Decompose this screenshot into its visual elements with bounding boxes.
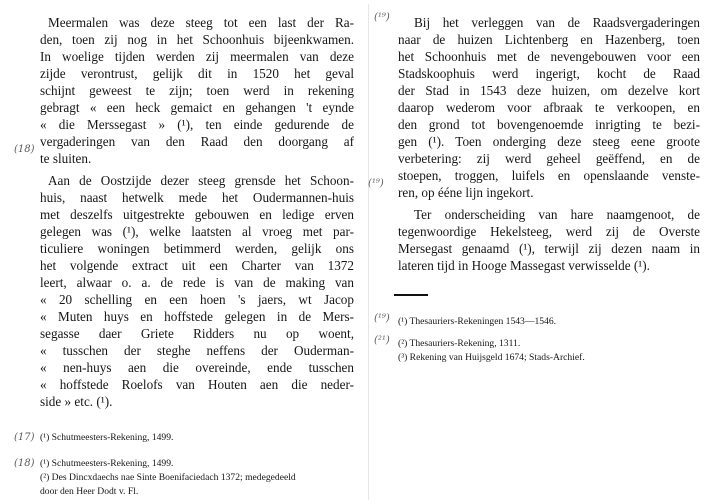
body-line: naar de huizen Lichtenberg en Hazenberg, toen: [398, 32, 700, 47]
body-line: te sluiten.: [40, 151, 92, 166]
margin-annotation: (²¹): [374, 335, 390, 346]
body-line: side » etc. (¹).: [40, 394, 113, 409]
body-line: stoepen, troggen, luifels en openslaande venste-: [398, 168, 700, 183]
margin-annotation: (17): [14, 432, 35, 443]
body-line: den, toen zij nog in het Schoonhuis bijeenkwamen.: [40, 32, 354, 47]
body-line: het volgende extract uit een Charter van 1372: [40, 258, 354, 273]
body-line: Aan de Oostzijde dezer steeg grensde het Schoon-: [48, 173, 354, 188]
body-line: vergaderingen van den Raad den doorgang af: [40, 134, 354, 149]
body-line: « Muten huys en hoffstede gelegen in de Mers-: [40, 309, 354, 324]
body-line: der Stad in 1543 deze huizen, om dezelve kort: [398, 83, 700, 98]
column-gutter: [368, 4, 369, 500]
body-line: « tusschen der steghe neffens der Ouderman-: [40, 343, 354, 358]
body-line: den grond tot bovengenoemde inrigting te bezi-: [398, 117, 700, 132]
body-line: verbetering: zij werd geheel geëffend, en de: [398, 151, 700, 166]
body-line: met deszelfs uitgestrekte gebouwen en ledige erven: [40, 207, 354, 222]
footnote: door den Heer Dodt v. Fl.: [40, 486, 139, 497]
footnote: (²) Des Dincxdaechs nae Sinte Boenifaciedach 1372; medegedeeld: [40, 472, 296, 483]
body-line: tegenwoordige Hekelsteeg, werd zij de Overste: [398, 224, 700, 239]
body-line: Bij het verleggen van de Raadsvergaderingen: [414, 15, 700, 30]
footnote: (¹) Schutmeesters-Rekening, 1499.: [40, 432, 174, 443]
footnote: (¹) Thesauriers-Rekeningen 1543—1546.: [398, 316, 557, 327]
margin-annotation: (¹⁹): [374, 12, 390, 23]
body-line: het Schoonhuis met de nevengebouwen voor een: [398, 49, 700, 64]
body-line: leert, alwaar o. a. de rede is van de making van: [40, 275, 354, 290]
footnote-rule: [394, 294, 428, 296]
body-line: daarop wederom voor afbraak te verkoopen, en: [398, 100, 700, 115]
margin-annotation: (¹⁹): [374, 313, 390, 324]
body-line: ticuliere woningen betimmerd werden, gelijk ons: [40, 241, 354, 256]
footnote: (³) Rekening van Huijsgeld 1674; Stads-Archief.: [398, 352, 585, 363]
margin-annotation: (¹⁹): [368, 178, 384, 189]
body-line: In woelige tijden werden zij meermalen van deze: [40, 49, 354, 64]
body-line: ren, op ééne lijn ingekort.: [398, 185, 534, 200]
body-line: Mersegast genaamd (¹), terwijl zij dezen naam in: [398, 241, 700, 256]
body-line: segasse daer Griete Ridders nu op woent,: [40, 326, 354, 341]
body-line: « 20 schelling en een hoen 's jaers, wt Jacop: [40, 292, 354, 307]
footnote: (²) Thesauriers-Rekening, 1311.: [398, 338, 521, 349]
body-line: Meermalen was deze steeg tot een last der Ra-: [48, 15, 354, 30]
body-line: zijde verontrust, gelijk dit in 1520 het geval: [40, 66, 354, 81]
body-line: Stadskoophuis werd ingerigt, kocht de Raad: [398, 66, 700, 81]
margin-annotation: (18): [14, 458, 35, 469]
body-line: « die Merssegast » (¹), ten einde gedurende de: [40, 117, 354, 132]
body-line: « hoffstede Roelofs van Houten aen die neder-: [40, 377, 354, 392]
body-line: lateren tijd in Hooge Massegast verwisselde (¹).: [398, 258, 650, 273]
margin-annotation: (18): [14, 144, 35, 155]
body-line: « nen-huys aen die overeinde, ende tusschen: [40, 360, 354, 375]
body-line: schijnt geweest te zijn; toen werd in rekening: [40, 83, 354, 98]
body-line: huis, naast hetwelk mede het Oudermannen-huis: [40, 190, 354, 205]
body-line: gen (¹). Toen onderging deze steeg eene groote: [398, 134, 700, 149]
body-line: gebragt « een heck gemaict en gehangen 't eynde: [40, 100, 354, 115]
body-line: Ter onderscheiding van hare naamgenoot, de: [414, 207, 700, 222]
footnote: (¹) Schutmeesters-Rekening, 1499.: [40, 458, 174, 469]
body-line: gelegen was (¹), welke laatsten al vroeg met par-: [40, 224, 354, 239]
